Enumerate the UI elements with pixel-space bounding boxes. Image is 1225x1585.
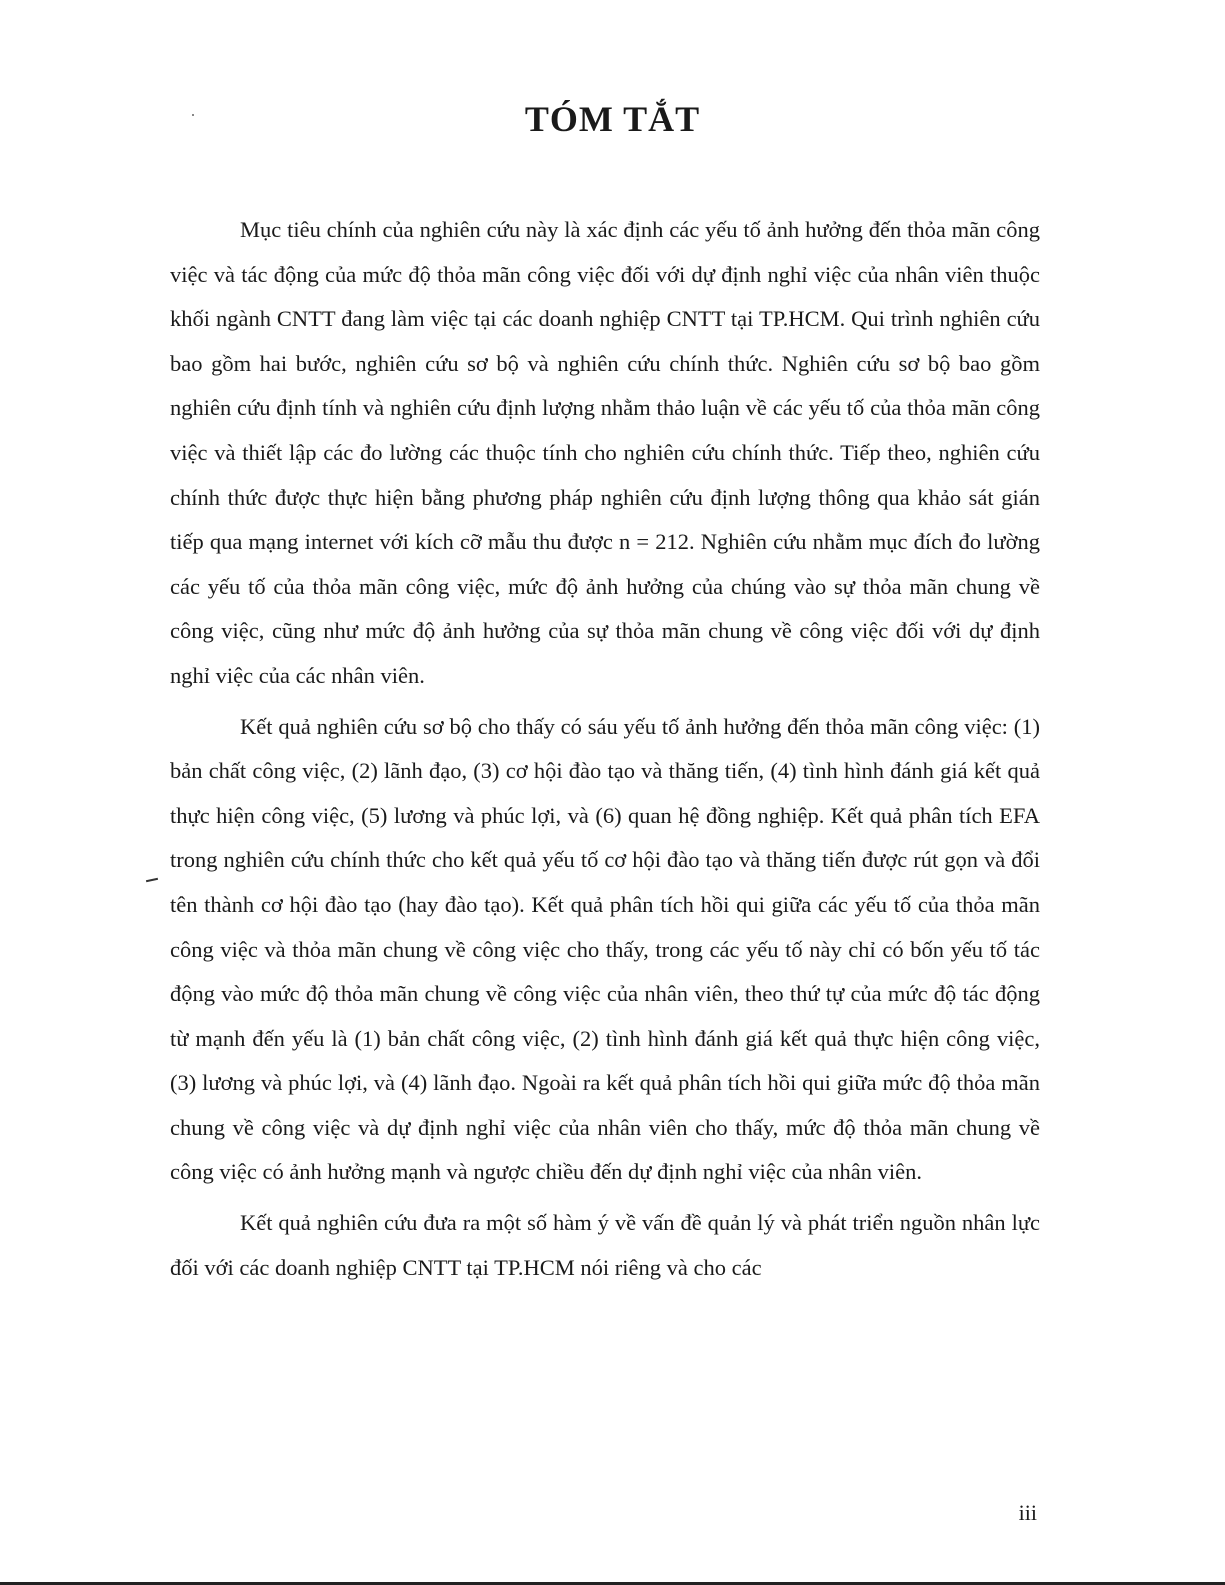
paragraph-objective: Mục tiêu chính của nghiên cứu này là xác định các yếu tố ảnh hưởng đến thỏa mãn công việc và tác động của mức độ thỏa mãn công việc đối với dự định nghỉ việc của nhân viên thuộc khối ngành CNTT đang làm việc tại các doanh nghiệp CNTT tại TP.HCM. Qui trình nghiên cứu bao gồm hai bước, nghiên cứu sơ bộ và nghiên cứu chính thức. Nghiên cứu sơ bộ bao gồm nghiên cứu định tính và nghiên cứu định lượng nhằm thảo luận về các yếu tố của thỏa mãn công việc và thiết lập các đo lường các thuộc tính cho nghiên cứu chính thức. Tiếp theo, nghiên cứu chính thức được thực hiện bằng phương pháp nghiên cứu định lượng thông qua khảo sát gián tiếp qua mạng internet với kích cỡ mẫu thu được n = 212. Nghiên cứu nhằm mục đích đo lường các yếu tố của thỏa mãn công việc, mức độ ảnh hưởng của chúng vào sự thỏa mãn chung về công việc, cũng như mức độ ảnh hưởng của sự thỏa mãn chung về công việc đối với dự định nghỉ việc của các nhân viên. bbox=[170, 217, 1040, 688]
paragraph-results: Kết quả nghiên cứu sơ bộ cho thấy có sáu yếu tố ảnh hưởng đến thỏa mãn công việc: (1) bản chất công việc, (2) lãnh đạo, (3) cơ hội đào tạo và thăng tiến, (4) tình hình đánh giá kết quả thực hiện công việc, (5) lương và phúc lợi, và (6) quan hệ đồng nghiệp. Kết quả phân tích EFA trong nghiên cứu chính thức cho kết quả yếu tố cơ hội đào tạo và thăng tiến được rút gọn và đổi tên thành cơ hội đào tạo (hay đào tạo). Kết quả phân tích hồi qui giữa các yếu tố của thỏa mãn công việc và thỏa mãn chung về công việc cho thấy, trong các yếu tố này chỉ có bốn yếu tố tác động vào mức độ thỏa mãn chung về công việc của nhân viên, theo thứ tự của mức độ tác động từ mạnh đến yếu là (1) bản chất công việc, (2) tình hình đánh giá kết quả thực hiện công việc, (3) lương và phúc lợi, và (4) lãnh đạo. Ngoài ra kết quả phân tích hồi qui giữa mức độ thỏa mãn chung về công việc và dự định nghỉ việc của nhân viên cho thấy, mức độ thỏa mãn chung về công việc có ảnh hưởng mạnh và ngược chiều đến dự định nghỉ việc của nhân viên. bbox=[170, 713, 1040, 1185]
paragraph-implications: Kết quả nghiên cứu đưa ra một số hàm ý về vấn đề quản lý và phát triển nguồn nhân lực đối với các doanh nghiệp CNTT tại TP.HCM nói riêng và cho các bbox=[170, 1210, 1040, 1280]
margin-pen-mark bbox=[146, 878, 158, 882]
abstract-body bbox=[170, 208, 1040, 1290]
page-title: TÓM TẮT bbox=[524, 99, 701, 139]
page-number: iii bbox=[1018, 1500, 1037, 1525]
